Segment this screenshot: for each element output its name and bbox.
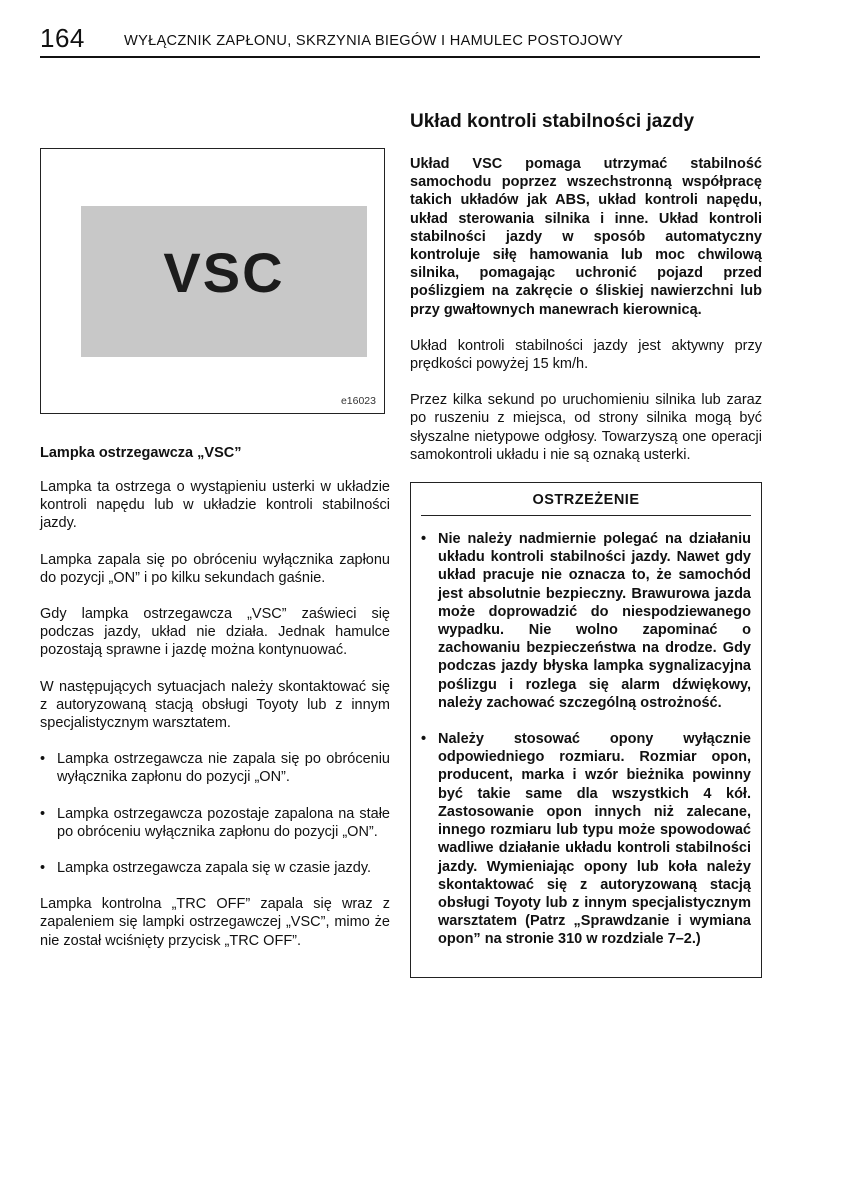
paragraph: Lampka zapala się po obróceniu wyłącznika zapłonu do pozycji „ON” i po kilku sekundach gaśnie. bbox=[40, 551, 390, 586]
list-item: • Lampka ostrzegawcza zapala się w czasie jazdy. bbox=[40, 859, 390, 877]
warning-item-text: • Należy stosować opony wyłącznie odpowiedniego rozmiaru. Rozmiar opon, producent, marka i wzór bieżnika powinny być takie same dla wszystkich 4 kół. Zastosowanie opon innych niż zalecane, innego rozmiaru lub typu może spowodować wadliwe działanie układu kontroli stabilności jazdy. Wymieniając opony lub koła należy skontaktować się z autoryzowaną stacją obsługi Toyoty lub z innym specjalistycznym warsztatem (Patrz „Sprawdzanie i wymiana opon” na stronie 310 w rozdziale 7–2.) bbox=[438, 731, 751, 948]
warning-box bbox=[410, 482, 762, 977]
warning-list bbox=[421, 530, 751, 948]
warning-item-text: • Nie należy nadmiernie polegać na działaniu układu kontroli stabilności jazdy. Nawet gdy układ pracuje nie oznacza to, że samochód jest absolutnie bezpieczny. Brawurowa jazda może doprowadzić do niespodziewanego wypadku. Nie wolno zapominać o zachowaniu bezpieczeństwa na drodze. Gdy podczas jazdy błyska lampka sygnalizacyjna poślizgu i rozlega się alarm dźwiękowy, należy zachować szczególną ostrożność. bbox=[438, 531, 751, 711]
situations-list bbox=[40, 750, 390, 877]
vsc-indicator-figure bbox=[40, 148, 385, 414]
page-number: 164 bbox=[40, 23, 85, 53]
paragraph: Gdy lampka ostrzegawcza „VSC” zaświeci się podczas jazdy, układ nie działa. Jednak hamulce pozostają sprawne i jazdę można kontynuować. bbox=[40, 606, 390, 659]
left-column bbox=[40, 148, 390, 968]
paragraph: Lampka ta ostrzega o wystąpieniu usterki w układzie kontroli napędu lub w układzie kontroli stabilności jazdy. bbox=[40, 479, 390, 532]
page-header bbox=[40, 23, 760, 58]
chapter-title: WYŁĄCZNIK ZAPŁONU, SKRZYNIA BIEGÓW I HAMULEC POSTOJOWY bbox=[124, 33, 624, 49]
warning-item bbox=[421, 530, 751, 712]
vsc-indicator-label: VSC bbox=[163, 241, 285, 304]
warning-title: OSTRZEŻENIE bbox=[421, 492, 751, 516]
list-item: • Lampka ostrzegawcza nie zapala się po obróceniu wyłącznika zapłonu do pozycji „ON”. bbox=[40, 750, 390, 786]
left-body bbox=[40, 478, 390, 732]
warning-item bbox=[421, 730, 751, 948]
right-column bbox=[410, 110, 762, 978]
figure-code: e16023 bbox=[340, 395, 376, 407]
list-item: • Lampka ostrzegawcza pozostaje zapalona na stałe po obróceniu wyłącznika zapłonu do pozycji „ON”. bbox=[40, 805, 390, 841]
intro-paragraph: Układ VSC pomaga utrzymać stabilność samochodu poprzez wszechstronną współpracę takich układów jak ABS, układ kontroli napędu, układ sterowania silnika i inne. Układ kontroli stabilności jazdy w sposób automatyczny kontroluje siłę hamowania lub moc chwilową silnika, pomagając uchronić pojazd przed poślizgiem na zakręcie o śliskiej nawierzchni lub przy gwałtownych manewrach kierownicą. bbox=[410, 156, 762, 318]
vsc-warning-subheading: Lampka ostrzegawcza „VSC” bbox=[40, 445, 242, 461]
closing-paragraph: Lampka kontrolna „TRC OFF” zapala się wraz z zapaleniem się lampki ostrzegawczej „VSC”, mimo że nie został wciśnięty przycisk „TRC OFF”. bbox=[40, 896, 390, 949]
vsc-indicator-panel bbox=[81, 206, 367, 357]
section-heading: Układ kontroli stabilności jazdy bbox=[410, 111, 695, 132]
paragraph: Przez kilka sekund po uruchomieniu silnika lub zaraz po ruszeniu z miejsca, od strony silnika mogą być słyszalne nietypowe odgłosy. Towarzyszą one operacji samokontroli układu i nie są oznaką usterki. bbox=[410, 392, 762, 463]
paragraph: Układ kontroli stabilności jazdy jest aktywny przy prędkości powyżej 15 km/h. bbox=[410, 337, 762, 373]
paragraph: W następujących sytuacjach należy skontaktować się z autoryzowaną stacją obsługi Toyoty lub z innym specjalistycznym warsztatem. bbox=[40, 678, 390, 732]
